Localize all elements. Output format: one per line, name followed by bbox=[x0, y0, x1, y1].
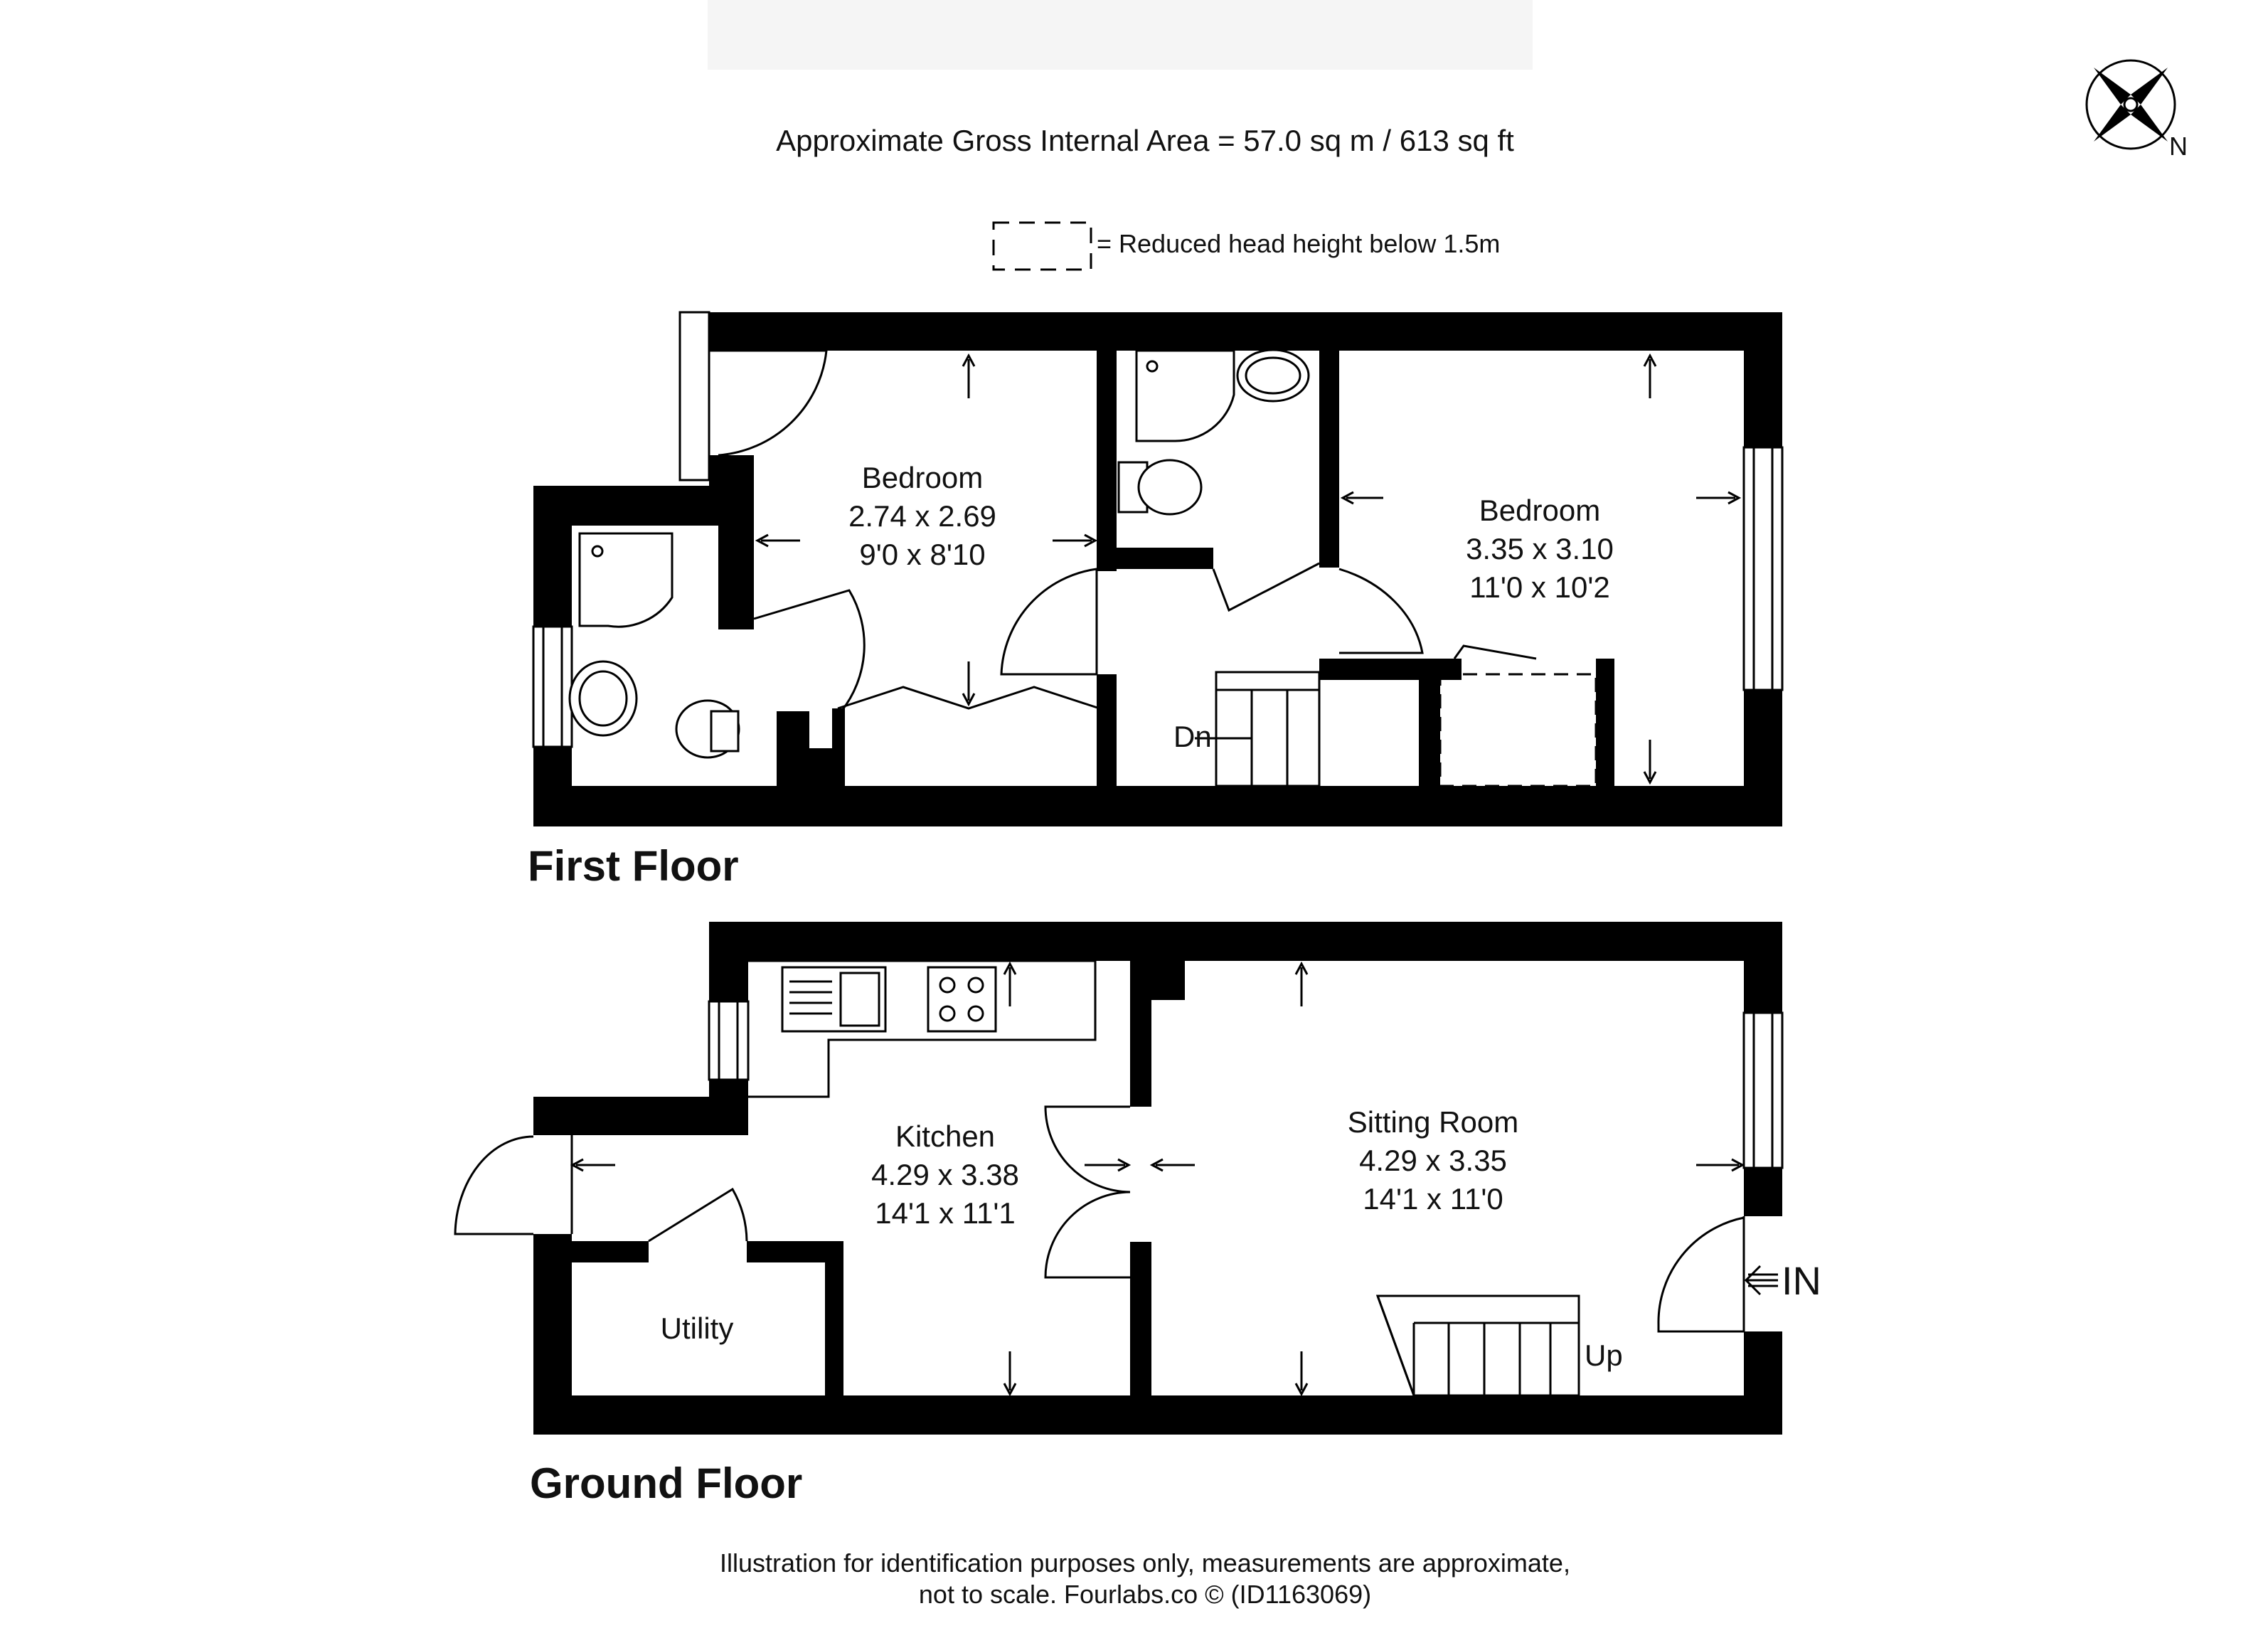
wall bbox=[533, 747, 572, 826]
bedroom-1-name: Bedroom bbox=[861, 461, 984, 494]
door-swing-icon bbox=[754, 590, 864, 711]
area-heading: Approximate Gross Internal Area = 57.0 sq m / 613 sq ft bbox=[776, 124, 1514, 157]
wall bbox=[1744, 1331, 1782, 1435]
reduced-head-height-area bbox=[1440, 674, 1596, 786]
north-label: N bbox=[2169, 132, 2188, 161]
stairs-icon bbox=[1378, 1296, 1579, 1395]
wall bbox=[1744, 922, 1782, 1013]
sitting-room-metric: 4.29 x 3.35 bbox=[1359, 1144, 1507, 1177]
bedroom-2-metric: 3.35 x 3.10 bbox=[1466, 532, 1614, 565]
door-swing-icon bbox=[1001, 569, 1097, 674]
wall bbox=[709, 922, 1782, 961]
wall bbox=[718, 455, 754, 629]
bedroom-1-imperial: 9'0 x 8'10 bbox=[859, 538, 986, 571]
wall bbox=[1097, 674, 1117, 786]
first-floor-title: First Floor bbox=[528, 842, 739, 890]
disclaimer-line-1: Illustration for identification purposes only, measurements are approximate, bbox=[720, 1548, 1570, 1578]
door-swing-icon bbox=[649, 1189, 747, 1241]
wall bbox=[1097, 548, 1213, 569]
wall bbox=[1419, 659, 1440, 786]
wall bbox=[1097, 351, 1117, 571]
kitchen-imperial: 14'1 x 11'1 bbox=[875, 1196, 1016, 1230]
reduced-height-legend bbox=[994, 223, 1500, 270]
window bbox=[1744, 1013, 1782, 1168]
door-swing-icon bbox=[709, 351, 826, 455]
compass-icon bbox=[2087, 60, 2175, 149]
wall bbox=[1744, 312, 1782, 447]
sitting-room-name: Sitting Room bbox=[1347, 1105, 1519, 1139]
wall bbox=[777, 748, 838, 786]
basin-icon bbox=[1237, 350, 1309, 401]
door-swing-icon bbox=[1213, 563, 1319, 610]
basin-icon bbox=[570, 661, 637, 735]
utility-name: Utility bbox=[660, 1312, 734, 1345]
top-band bbox=[708, 0, 1533, 70]
toilet-icon bbox=[1119, 460, 1201, 514]
entrance-label: IN bbox=[1782, 1258, 1821, 1303]
wall bbox=[533, 786, 1782, 826]
window bbox=[533, 627, 572, 747]
wall bbox=[1440, 659, 1459, 673]
stairs-up-label: Up bbox=[1585, 1339, 1623, 1372]
wall bbox=[832, 708, 845, 786]
wall bbox=[1130, 961, 1185, 1000]
sink-icon bbox=[782, 967, 885, 1031]
cupboard-door bbox=[1454, 646, 1536, 659]
wall bbox=[1744, 1168, 1782, 1216]
door-swing-icon bbox=[1659, 1216, 1744, 1331]
kitchen-metric: 4.29 x 3.38 bbox=[871, 1158, 1019, 1191]
toilet-icon bbox=[676, 701, 739, 757]
shower-icon bbox=[580, 533, 672, 627]
ground-floor-plan bbox=[455, 922, 1821, 1435]
door-swing-icon bbox=[1045, 1107, 1130, 1277]
stairs-down-label: Dn bbox=[1173, 720, 1212, 753]
door-swing-icon bbox=[1339, 569, 1422, 653]
bedroom-2-imperial: 11'0 x 10'2 bbox=[1469, 570, 1610, 604]
bay-window bbox=[680, 312, 709, 480]
legend-text: = Reduced head height below 1.5m bbox=[1097, 229, 1501, 258]
legend-dashed-box bbox=[994, 223, 1091, 270]
door-swing-icon bbox=[455, 1132, 572, 1234]
shower-icon bbox=[1136, 351, 1234, 441]
sitting-room-imperial: 14'1 x 11'0 bbox=[1363, 1182, 1503, 1216]
wall bbox=[533, 1241, 649, 1262]
hob-icon bbox=[928, 967, 996, 1031]
wall bbox=[1596, 659, 1614, 786]
wall bbox=[1319, 351, 1339, 568]
ground-floor-title: Ground Floor bbox=[530, 1459, 803, 1507]
wall bbox=[825, 1241, 843, 1395]
wall bbox=[1130, 1242, 1151, 1395]
entrance-arrow-icon bbox=[1746, 1266, 1778, 1294]
window bbox=[709, 1001, 748, 1080]
dimension-arrows bbox=[1152, 964, 1742, 1394]
wall bbox=[533, 1395, 1782, 1435]
kitchen-name: Kitchen bbox=[895, 1120, 996, 1153]
first-floor-plan bbox=[533, 312, 1782, 826]
window bbox=[1744, 447, 1782, 690]
wall bbox=[533, 1097, 572, 1132]
disclaimer-line-2: not to scale. Fourlabs.co © (ID1163069) bbox=[918, 1580, 1372, 1609]
bedroom-2-name: Bedroom bbox=[1479, 494, 1601, 527]
wall bbox=[709, 312, 1782, 351]
dimension-arrows bbox=[1343, 356, 1739, 782]
bedroom-1-metric: 2.74 x 2.69 bbox=[848, 499, 996, 533]
stairs-icon bbox=[1195, 672, 1319, 786]
